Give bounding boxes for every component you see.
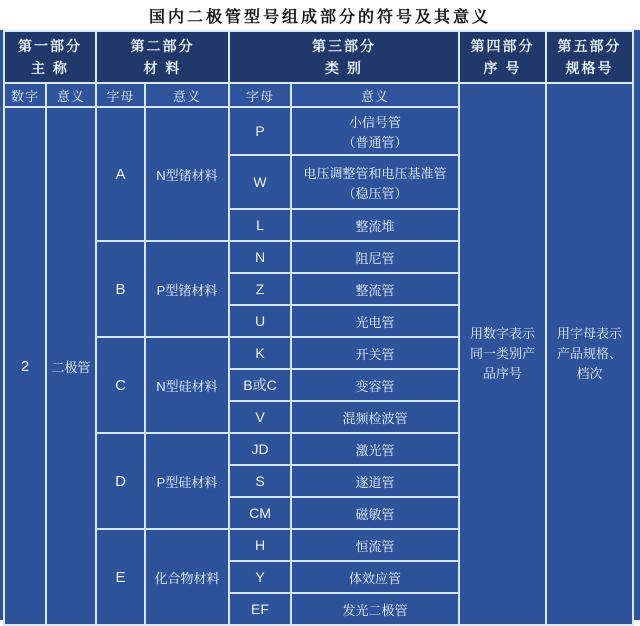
material-letter-B: B: [96, 241, 145, 337]
category-letter: B或C: [229, 369, 291, 401]
header-part3: [229, 31, 459, 83]
category-meaning: 发光二极管: [291, 593, 459, 625]
sub-header-row: [4, 83, 633, 107]
header-part3-sub: 类 别: [325, 60, 363, 76]
material-letter-A: A: [96, 107, 145, 241]
category-meaning-line2: （普通管）: [342, 134, 408, 150]
category-meaning: 光电管: [291, 305, 459, 337]
page-title: 国内二极管型号组成部分的符号及其意义: [148, 8, 491, 26]
diode-model-table: [3, 30, 634, 626]
material-name-E: 化合物材料: [145, 529, 229, 625]
category-letter: L: [229, 209, 291, 241]
category-meaning: 整流管: [291, 273, 459, 305]
category-letter: EF: [229, 593, 291, 625]
header-part1-sub: 主 称: [31, 60, 69, 76]
category-letter: Z: [229, 273, 291, 305]
subheader-letter2: 字母: [229, 83, 291, 107]
material-name-A: N型锗材料: [145, 107, 229, 241]
category-meaning-line1: 电压调整管和电压基准管: [303, 165, 447, 181]
material-name-D: P型硅材料: [145, 433, 229, 529]
category-meaning: 阻尼管: [291, 241, 459, 273]
category-meaning: 激光管: [291, 433, 459, 465]
header-part2-title: 第二部分: [130, 37, 195, 54]
category-letter: K: [229, 337, 291, 369]
material-letter-E: E: [96, 529, 145, 625]
category-letter: P: [229, 107, 291, 155]
subheader-meaning2: 意义: [145, 83, 229, 107]
header-part1: [4, 31, 96, 83]
category-meaning: 开关管: [291, 337, 459, 369]
material-name-B: P型锗材料: [145, 241, 229, 337]
category-meaning-line1: 小信号管: [348, 114, 401, 130]
category-letter: U: [229, 305, 291, 337]
category-letter: CM: [229, 497, 291, 529]
category-meaning: 整流堆: [291, 209, 459, 241]
category-letter: Y: [229, 561, 291, 593]
subheader-digit: 数字: [4, 83, 46, 107]
material-letter-D: D: [96, 433, 145, 529]
table-panel: [0, 30, 640, 620]
header-part2-sub: 材 料: [143, 60, 182, 76]
subheader-letter1: 字母: [96, 83, 145, 107]
category-meaning: 恒流管: [291, 529, 459, 561]
category-letter: JD: [229, 433, 291, 465]
category-letter: V: [229, 401, 291, 433]
header-part4: [459, 31, 546, 83]
category-meaning: 变容管: [291, 369, 459, 401]
category-letter: N: [229, 241, 291, 273]
header-part5: [546, 31, 633, 83]
category-meaning: [291, 155, 459, 209]
category-letter: W: [229, 155, 291, 209]
header-part3-title: 第三部分: [312, 37, 376, 54]
header-part5-title: 第五部分: [557, 37, 622, 54]
category-letter: S: [229, 465, 291, 497]
header-part2: [96, 31, 229, 83]
header-part1-title: 第一部分: [18, 37, 82, 54]
category-meaning: 体效应管: [291, 561, 459, 593]
subheader-meaning3: 意义: [291, 83, 459, 107]
part-header-row: [4, 31, 633, 83]
part4-note: 用数字表示同一类别产品序号: [459, 83, 546, 625]
header-part5-sub: 规格号: [565, 60, 614, 76]
category-letter: H: [229, 529, 291, 561]
part5-note: 用字母表示产品规格、档次: [546, 83, 633, 625]
part1-digit-cell: 2: [4, 107, 46, 625]
category-meaning: 混频检波管: [291, 401, 459, 433]
part1-meaning-cell: 二极管: [46, 107, 96, 625]
category-meaning-line2: （稳压管）: [342, 185, 408, 201]
header-part4-sub: 序 号: [483, 60, 522, 76]
subheader-meaning1: 意义: [46, 83, 96, 107]
category-meaning: 遂道管: [291, 465, 459, 497]
material-name-C: N型硅材料: [145, 337, 229, 433]
category-meaning: [291, 107, 459, 155]
header-part4-title: 第四部分: [470, 37, 535, 54]
category-meaning: 磁敏管: [291, 497, 459, 529]
material-letter-C: C: [96, 337, 145, 433]
